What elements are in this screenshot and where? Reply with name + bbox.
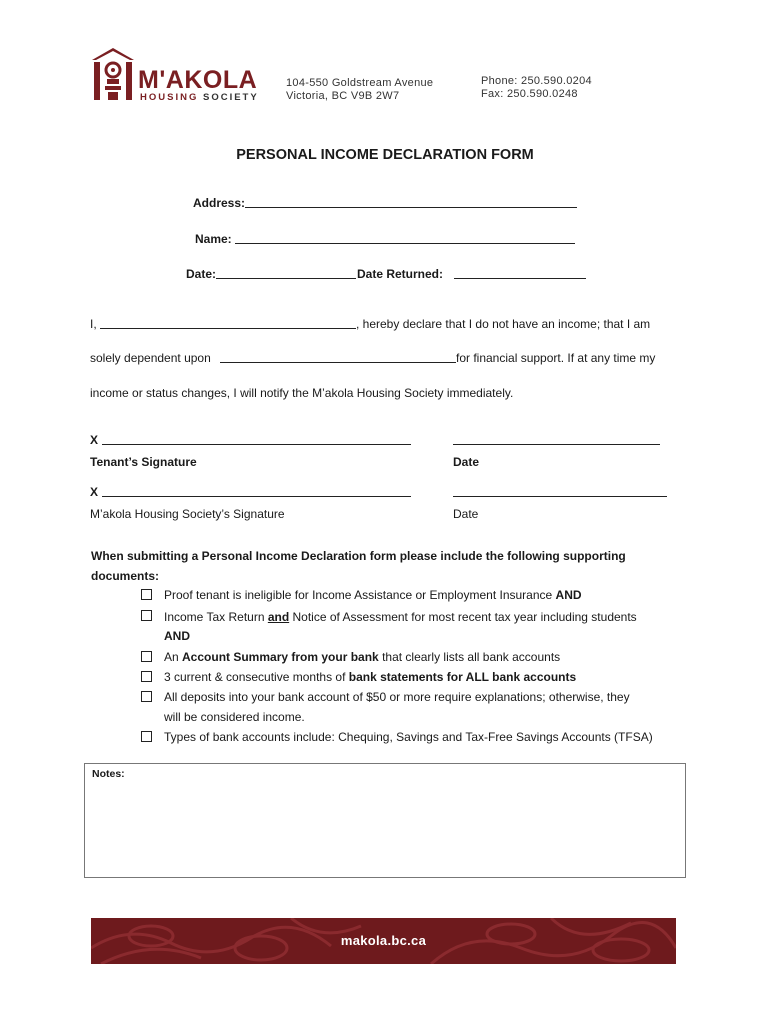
- item-4-text-a: 3 current & consecutive months of: [164, 670, 349, 684]
- declarant-name-field[interactable]: [100, 328, 356, 329]
- address-line-2: Victoria, BC V9B 2W7: [286, 90, 400, 102]
- item-4-emphasis: bank statements for ALL bank accounts: [348, 670, 577, 684]
- signature-x-2: X: [90, 485, 99, 499]
- makola-logo-icon: [90, 46, 136, 104]
- support-source-field[interactable]: [220, 362, 456, 363]
- society-signature-field[interactable]: [102, 496, 411, 497]
- list-item-6: Types of bank accounts include: Chequing, Savings and Tax-Free Savings Accounts (TFSA): [164, 730, 653, 744]
- checkbox-item-5[interactable]: [141, 691, 152, 702]
- name-label: Name:: [195, 232, 232, 246]
- brand-name: M'AKOLA: [138, 66, 258, 94]
- checkbox-item-6[interactable]: [141, 731, 152, 742]
- checkbox-item-3[interactable]: [141, 651, 152, 662]
- date-returned-label: Date Returned:: [357, 267, 444, 281]
- checkbox-item-1[interactable]: [141, 589, 152, 600]
- signature-x-1: X: [90, 433, 99, 447]
- declaration-text-4: income or status changes, I will notify the M’akola Housing Society immediately.: [90, 386, 514, 400]
- tenant-date-label: Date: [453, 455, 480, 469]
- date-field[interactable]: [216, 278, 356, 279]
- brand-sub-society: SOCIETY: [202, 92, 259, 103]
- contact-info: [481, 75, 592, 101]
- item-3-text-c: that clearly lists all bank accounts: [378, 650, 561, 664]
- phone-number: Phone: 250.590.0204: [481, 75, 592, 87]
- footer-banner: [91, 918, 676, 964]
- item-1-emphasis: AND: [555, 588, 582, 602]
- item-2-and: AND: [164, 629, 190, 643]
- date-returned-field[interactable]: [454, 278, 586, 279]
- society-date-label: Date: [453, 507, 479, 521]
- notes-label: Notes:: [92, 768, 125, 780]
- declaration-text-1: , hereby declare that I do not have an income; that I am: [356, 317, 651, 331]
- address-line-1: 104-550 Goldstream Avenue: [286, 77, 434, 89]
- society-date-field[interactable]: [453, 496, 667, 497]
- brand-subtitle: [140, 92, 259, 103]
- list-item-1: [164, 588, 582, 602]
- date-label: Date:: [186, 267, 217, 281]
- brand-sub-housing: HOUSING: [140, 92, 199, 103]
- list-item-5-cont: will be considered income.: [164, 710, 305, 724]
- page-title: PERSONAL INCOME DECLARATION FORM: [236, 147, 534, 163]
- list-item-2: [164, 610, 637, 624]
- tenant-signature-label: Tenant’s Signature: [90, 455, 197, 469]
- item-3-text-a: An: [164, 650, 183, 664]
- item-2-emphasis: and: [267, 610, 290, 624]
- item-2-text-a: Income Tax Return: [164, 610, 268, 624]
- society-signature-label: M’akola Housing Society’s Signature: [90, 507, 285, 521]
- checkbox-item-2[interactable]: [141, 610, 152, 621]
- documents-intro-2: documents:: [91, 569, 160, 583]
- declaration-text-3: for financial support. If at any time my: [456, 351, 656, 365]
- tenant-date-field[interactable]: [453, 444, 660, 445]
- declaration-prefix: I,: [90, 317, 97, 331]
- tenant-signature-field[interactable]: [102, 444, 411, 445]
- address-field[interactable]: [245, 207, 577, 208]
- item-1-text: Proof tenant is ineligible for Income Assistance or Employment Insurance: [164, 588, 556, 602]
- list-item-3: [164, 650, 560, 664]
- organization-address: [286, 77, 433, 103]
- address-label: Address:: [193, 196, 246, 210]
- declaration-text-2: solely dependent upon: [90, 351, 211, 365]
- checkbox-item-4[interactable]: [141, 671, 152, 682]
- fax-number: Fax: 250.590.0248: [481, 88, 578, 100]
- list-item-4: [164, 670, 576, 684]
- item-2-text-c: Notice of Assessment for most recent tax year including students: [289, 610, 637, 624]
- name-field[interactable]: [235, 243, 575, 244]
- list-item-5: All deposits into your bank account of $50 or more require explanations; otherwise, they: [164, 690, 630, 704]
- notes-textarea[interactable]: [84, 763, 686, 878]
- website-link[interactable]: makola.bc.ca: [340, 933, 427, 948]
- item-3-emphasis: Account Summary from your bank: [182, 650, 379, 664]
- documents-intro-1: When submitting a Personal Income Declaration form please include the following supporting: [91, 549, 626, 563]
